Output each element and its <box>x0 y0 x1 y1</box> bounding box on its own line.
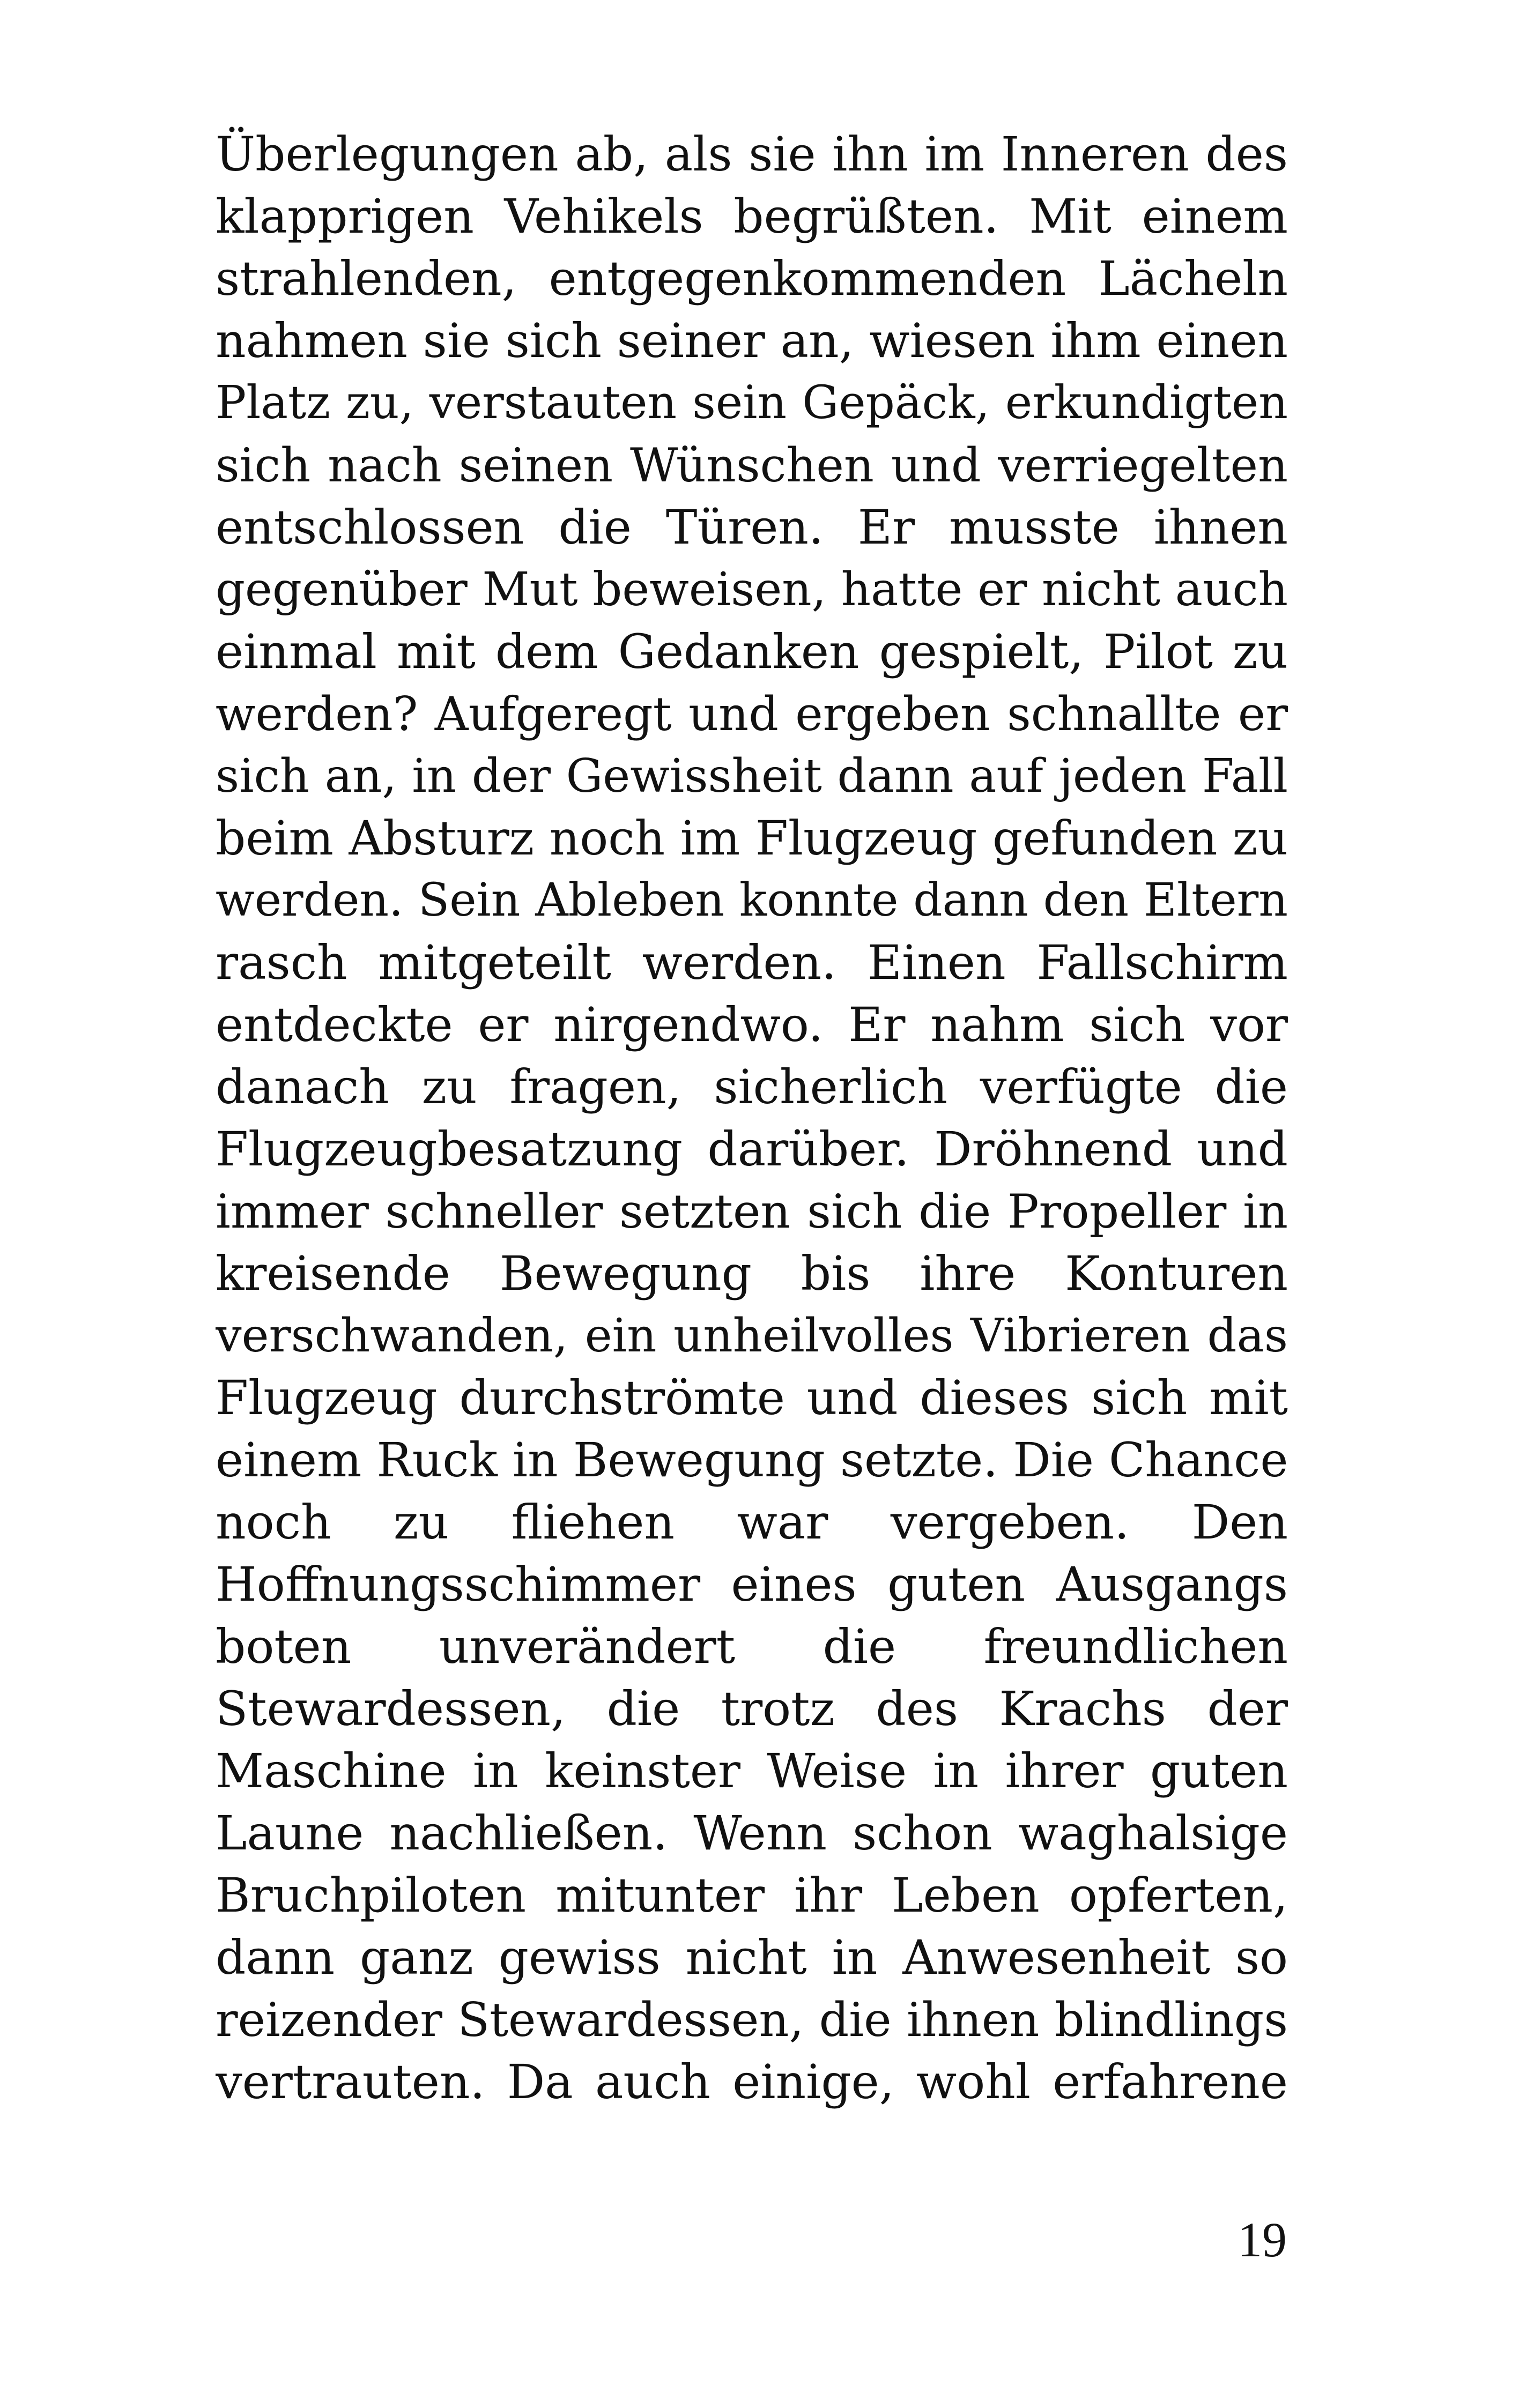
text-line: Stewardessen, die trotz des Krachs der <box>216 1681 1288 1736</box>
text-line: danach zu fragen, sicherlich verfügte die <box>216 1059 1288 1114</box>
text-line: beim Absturz noch im Flugzeug gefunden zu <box>216 811 1288 866</box>
text-line: sich an, in der Gewissheit dann auf jeden Fall <box>216 749 1288 803</box>
text-line: einem Ruck in Bewegung setzte. Die Chance <box>216 1432 1288 1488</box>
text-line: klapprigen Vehikels begrüßten. Mit einem <box>216 189 1288 244</box>
text-line: entdeckte er nirgendwo. Er nahm sich vor <box>216 997 1288 1052</box>
text-line: Hoffnungsschimmer eines guten Ausgangs <box>216 1557 1288 1612</box>
text-line: werden. Sein Ableben konnte dann den Eltern <box>216 874 1288 927</box>
text-line: werden? Aufgeregt und ergeben schnallte er <box>216 687 1288 741</box>
text-line: Maschine in keinster Weise in ihrer guten <box>216 1743 1288 1798</box>
text-line: einmal mit dem Gedanken gespielt, Pilot zu <box>216 624 1288 679</box>
text-line: rasch mitgeteilt werden. Einen Fallschirm <box>216 935 1288 990</box>
text-line: Überlegungen ab, als sie ihn im Inneren des <box>216 127 1288 182</box>
text-line: nahmen sie sich seiner an, wiesen ihm einen <box>216 313 1288 368</box>
text-line: boten unverändert die freundlichen <box>216 1619 1288 1674</box>
text-line: Flugzeug durchströmte und dieses sich mit <box>216 1370 1288 1425</box>
text-line: dann ganz gewiss nicht in Anwesenheit so <box>216 1930 1288 1985</box>
text-line: vertrauten. Da auch einige, wohl erfahrene <box>216 2054 1288 2109</box>
text-line: Bruchpiloten mitunter ihr Leben opferten, <box>216 1868 1288 1923</box>
text-line: reizender Stewardessen, die ihnen blindlings <box>216 1993 1288 2047</box>
text-line: strahlenden, entgegenkommenden Lächeln <box>216 251 1288 306</box>
text-line: verschwanden, ein unheilvolles Vibrieren das <box>216 1309 1288 1363</box>
text-line: noch zu fliehen war vergeben. Den <box>216 1495 1288 1550</box>
page-number: 19 <box>1238 2212 1287 2267</box>
text-line: kreisende Bewegung bis ihre Konturen <box>216 1246 1288 1301</box>
text-line: immer schneller setzten sich die Propeller in <box>216 1184 1288 1239</box>
text-line: gegenüber Mut beweisen, hatte er nicht auch <box>216 563 1288 616</box>
body-text <box>216 123 1288 2113</box>
text-line: Laune nachließen. Wenn schon waghalsige <box>216 1805 1288 1861</box>
text-line: entschlossen die Türen. Er musste ihnen <box>216 500 1288 555</box>
text-line: Platz zu, verstauten sein Gepäck, erkundigten <box>216 376 1288 429</box>
text-line: sich nach seinen Wünschen und verriegelten <box>216 438 1288 493</box>
text-line: Flugzeugbesatzung darüber. Dröhnend und <box>216 1121 1288 1177</box>
